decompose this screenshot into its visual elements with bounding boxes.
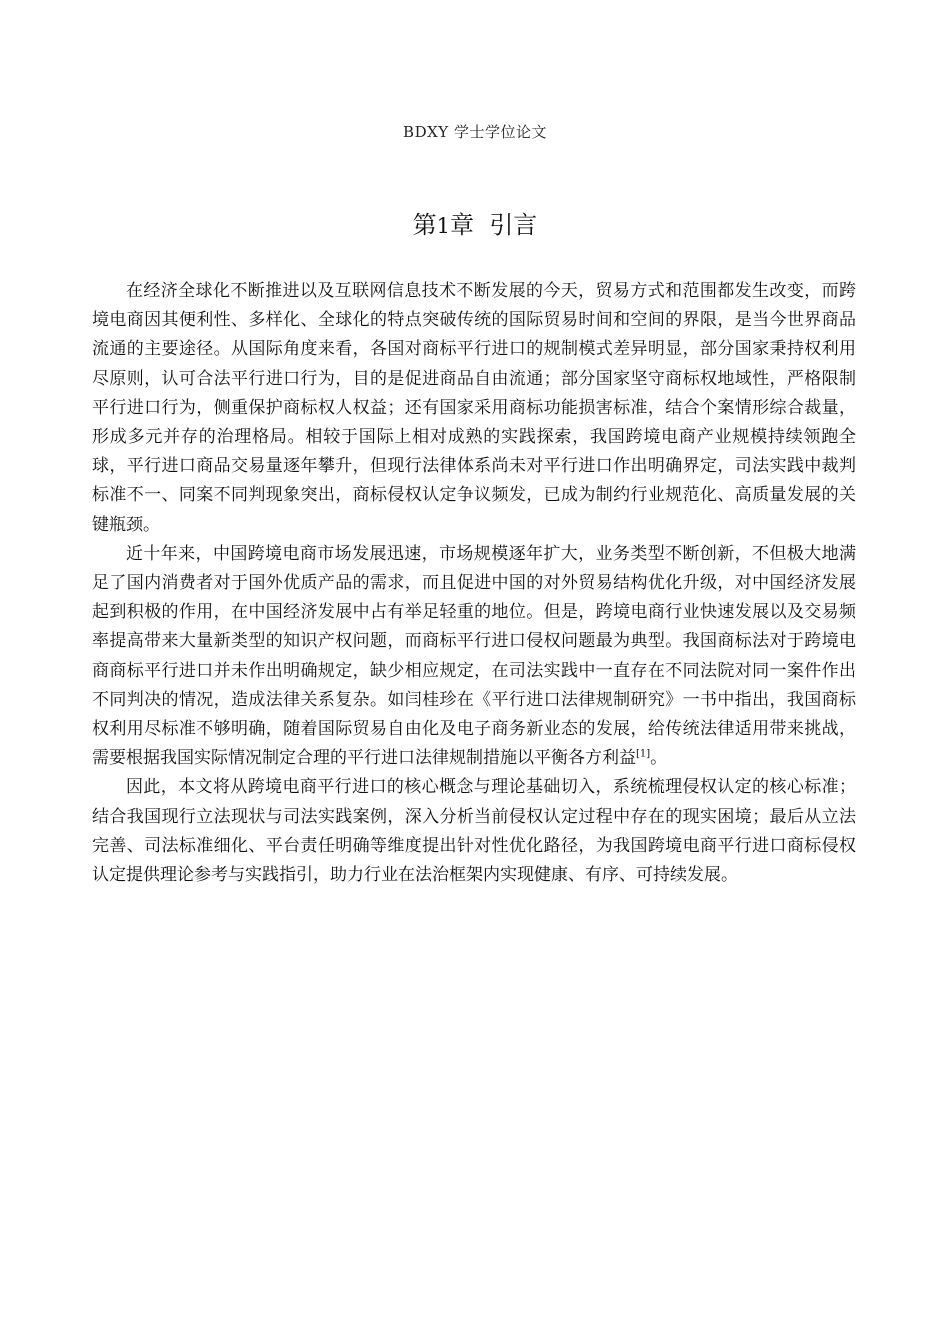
citation-marker[interactable]: [1] <box>636 748 651 760</box>
chapter-number: 1 <box>436 214 451 238</box>
paragraph-2 <box>92 540 856 774</box>
paragraph-2-text: 近十年来，中国跨境电商市场发展迅速，市场规模逐年扩大，业务类型不断创新，不但极大地满足了国内消费者对于国外优质产品的需求，而且促进中国的对外贸易结构优化升级，对中国经济发展起到积极的作用，在中国经济发展中占有举足轻重的地位。但是，跨境电商行业快速发展以及交易频率提高带来大量新类型的知识产权问题，而商标平行进口侵权问题最为典型。我国商标法对于跨境电商商标平行进口并未作出明确规定，缺少相应规定，在司法实践中一直存在不同法院对同一案件作出不同判决的情况，造成法律关系复杂。如闫桂珍在《平行进口法律规制研究》一书中指出，我国商标权利用尽标准不够明确，随着国际贸易自由化及电子商务新业态的发展，给传统法律适用带来挑战，需要根据我国实际情况制定合理的平行进口法律规制措施以平衡各方利益 <box>92 543 856 769</box>
paragraph-3-text: 因此，本文将从跨境电商平行进口的核心概念与理论基础切入，系统梳理侵权认定的核心标准；结合我国现行立法现状与司法实践案例，深入分析当前侵权认定过程中存在的现实困境；最后从立法完善、司法标准细化、平台责任明确等维度提出针对性优化路径，为我国跨境电商平行进口商标侵权认定提供理论参考与实践指引，助力行业在法治框架内实现健康、有序、可持续发展。 <box>92 777 856 886</box>
chapter-heading-text: 引言 <box>489 211 538 239</box>
paragraph-3 <box>92 773 856 890</box>
chapter-suffix: 章 <box>450 211 475 239</box>
body-text <box>92 277 856 890</box>
chapter-title <box>0 208 950 243</box>
paragraph-1-text: 在经济全球化不断推进以及互联网信息技术不断发展的今天，贸易方式和范围都发生改变，而跨境电商因其便利性、多样化、全球化的特点突破传统的国际贸易时间和空间的界限，是当今世界商品流通的主要途径。从国际角度来看，各国对商标平行进口的规制模式差异明显，部分国家秉持权利用尽原则，认可合法平行进口行为，目的是促进商品自由流通；部分国家坚守商标权地域性，严格限制平行进口行为，侧重保护商标权人权益；还有国家采用商标功能损害标准，结合个案情形综合裁量，形成多元并存的治理格局。相较于国际上相对成熟的实践探索，我国跨境电商产业规模持续领跑全球，平行进口商品交易量逐年攀升，但现行法律体系尚未对平行进口作出明确界定，司法实践中裁判标准不一、同案不同判现象突出，商标侵权认定争议频发，已成为制约行业规范化、高质量发展的关键瓶颈。 <box>92 281 856 535</box>
chapter-prefix: 第 <box>412 211 437 239</box>
paragraph-1 <box>92 277 856 540</box>
paragraph-2-tail: 。 <box>650 748 668 769</box>
running-header: BDXY 学士学位论文 <box>403 123 547 141</box>
